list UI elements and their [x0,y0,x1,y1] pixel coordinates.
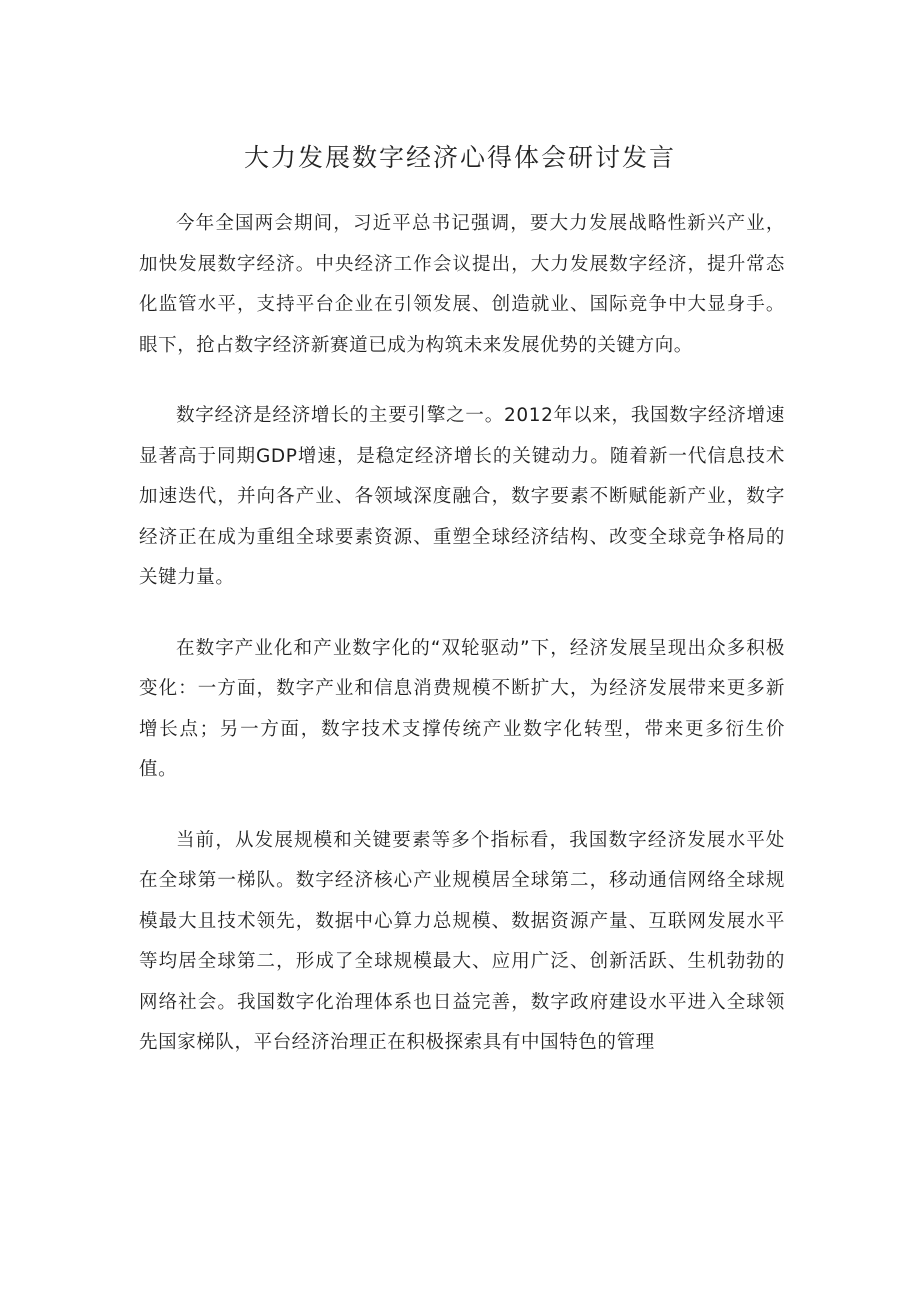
paragraph-4: 当前，从发展规模和关键要素等多个指标看，我国数字经济发展水平处在全球第一梯队。数字经济核心产业规模居全球第二，移动通信网络全球规模最大且技术领先，数据中心算力总规模、数据资源产量、互联网发展水平等均居全球第二，形成了全球规模最大、应用广泛、创新活跃、生机勃勃的网络社会。我国数字化治理体系也日益完善，数字政府建设水平进入全球领先国家梯队，平台经济治理正在积极探索具有中国特色的管理 [139,829,785,1053]
paragraph-2: 数字经济是经济增长的主要引擎之一。2012年以来，我国数字经济增速显著高于同期GDP增速，是稳定经济增长的关键动力。随着新一代信息技术加速迭代，并向各产业、各领域深度融合，数字要素不断赋能新产业，数字经济正在成为重组全球要素资源、重塑全球经济结构、改变全球竞争格局的关键力量。 [139,405,785,588]
paragraph-1: 今年全国两会期间，习近平总书记强调，要大力发展战略性新兴产业，加快发展数字经济。中央经济工作会议提出，大力发展数字经济，提升常态化监管水平，支持平台企业在引领发展、创造就业、国际竞争中大显身手。眼下，抢占数字经济新赛道已成为构筑未来发展优势的关键方向。 [139,213,785,356]
paragraph-3: 在数字产业化和产业数字化的“双轮驱动”下，经济发展呈现出众多积极变化：一方面，数字产业和信息消费规模不断扩大，为经济发展带来更多新增长点；另一方面，数字技术支撑传统产业数字化转型，带来更多衍生价值。 [139,637,785,780]
document-title: 大力发展数字经济心得体会研讨发言 [243,143,676,172]
document-body [139,204,785,1094]
